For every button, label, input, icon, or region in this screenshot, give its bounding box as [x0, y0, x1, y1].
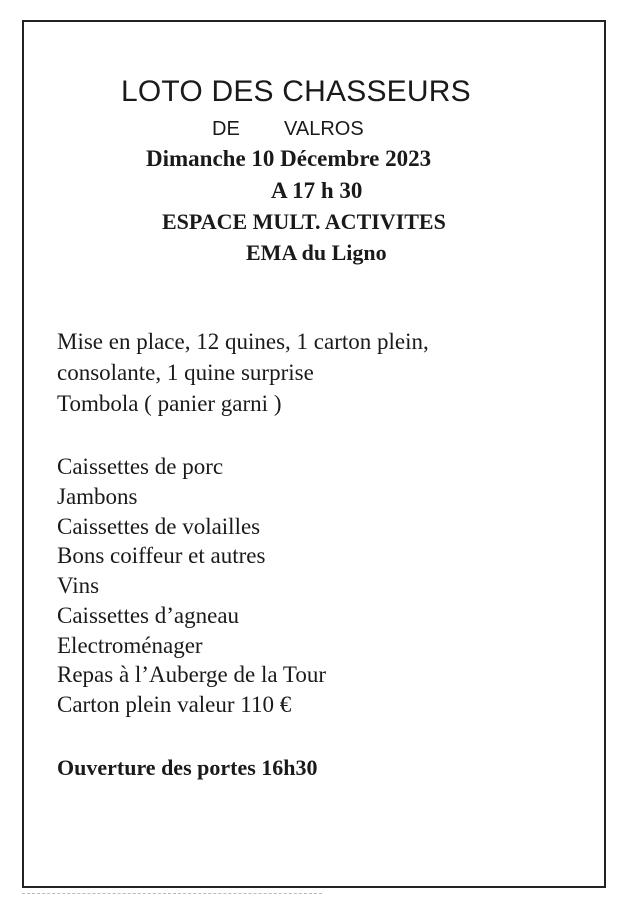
venue-name: ESPACE MULT. ACTIVITES: [162, 209, 446, 234]
prize-item: Jambons: [57, 484, 138, 509]
flyer-title: LOTO DES CHASSEURS: [121, 75, 471, 108]
prize-item: Bons coiffeur et autres: [57, 543, 266, 568]
prize-item: Caissettes de volailles: [57, 514, 261, 539]
event-time: A 17 h 30: [271, 178, 363, 203]
prize-item: Carton plein valeur 110 €: [57, 692, 292, 717]
subtitle-town: VALROS: [284, 118, 364, 140]
program-line: Tombola ( panier garni ): [57, 391, 282, 416]
prize-item: Caissettes de porc: [57, 454, 224, 479]
venue-subname: EMA du Ligno: [246, 240, 387, 265]
subtitle-de: DE: [212, 118, 240, 140]
event-date: Dimanche 10 Décembre 2023: [146, 146, 432, 171]
program-line: consolante, 1 quine surprise: [57, 360, 314, 385]
prize-item: Vins: [57, 573, 100, 598]
bottom-edge-line: [22, 893, 322, 894]
prize-item: Repas à l’Auberge de la Tour: [57, 662, 326, 687]
prize-item: Caissettes d’agneau: [57, 603, 240, 628]
doors-opening: Ouverture des portes 16h30: [57, 755, 318, 780]
prize-item: Electroménager: [57, 633, 203, 658]
program-line: Mise en place, 12 quines, 1 carton plein,: [57, 329, 429, 354]
